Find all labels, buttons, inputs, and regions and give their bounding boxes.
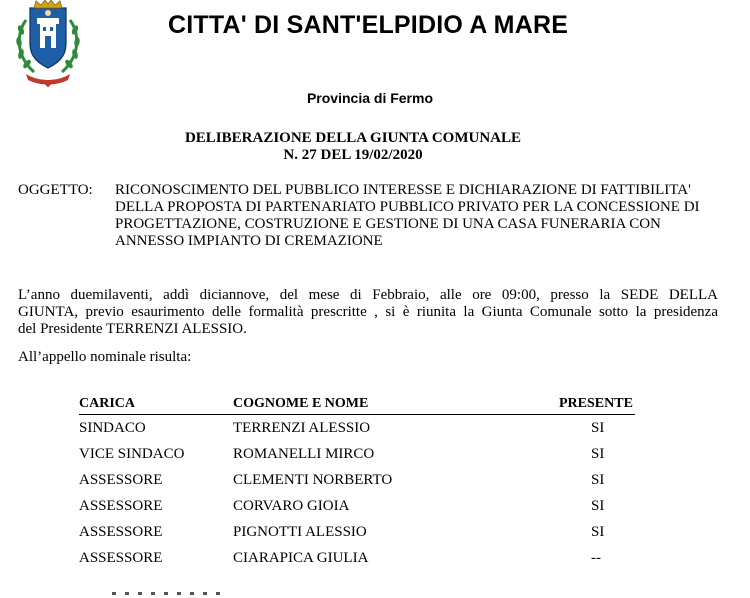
meeting-paragraph	[18, 287, 718, 338]
row-present: SI	[591, 524, 605, 540]
row-name: ROMANELLI MIRCO	[233, 446, 375, 462]
row-name: PIGNOTTI ALESSIO	[233, 524, 367, 540]
paragraph-line: L’anno duemilaventi, addì diciannove, del mese di Febbraio, alle ore 09:00, presso la SEDE DELLA	[18, 287, 718, 303]
row-role: ASSESSORE	[79, 524, 163, 540]
roll-call-text: All’appello nominale risulta:	[18, 349, 192, 365]
attendance-table	[79, 396, 635, 571]
paragraph-line: del Presidente TERRENZI ALESSIO.	[18, 321, 247, 337]
row-name: TERRENZI ALESSIO	[233, 420, 371, 436]
attendance-header-row	[79, 396, 635, 415]
row-present: SI	[591, 472, 605, 488]
town-title: CITTA' DI SANT'ELPIDIO A MARE	[168, 11, 569, 39]
table-row	[79, 441, 635, 467]
subject-text: RICONOSCIMENTO DEL PUBBLICO INTERESSE E DICHIARAZIONE DI FATTIBILITA' DELLA PROPOSTA DI PARTENARIATO PUBBLICO PRIVATO PER LA CONCESSIONE DI PROGETTAZIONE, COSTRUZIONE E GESTIONE DI UNA CASA FUNERARIA CON ANNESSO IMPIANTO DI CREMAZIONE	[115, 182, 700, 249]
row-present: SI	[591, 498, 605, 514]
header-present: PRESENTE	[559, 396, 633, 411]
table-row	[79, 493, 635, 519]
table-row	[79, 467, 635, 493]
row-role: VICE SINDACO	[79, 446, 185, 462]
subject-label: OGGETTO:	[18, 182, 93, 198]
header-name: COGNOME E NOME	[233, 396, 369, 411]
row-role: SINDACO	[79, 420, 146, 436]
row-role: ASSESSORE	[79, 472, 163, 488]
deliberation-title	[0, 130, 706, 164]
table-row	[79, 519, 635, 545]
row-role: ASSESSORE	[79, 550, 163, 566]
row-present: SI	[591, 420, 605, 436]
row-role: ASSESSORE	[79, 498, 163, 514]
table-row	[79, 545, 635, 571]
paragraph-line: GIUNTA, previo esaurimento delle formalità prescritte , si è riunita la Giunta Comunale sotto la presidenza	[18, 304, 718, 320]
deliberation-number: N. 27 DEL 19/02/2020	[283, 147, 423, 163]
cut-off-text-fragment	[112, 588, 242, 598]
row-name: CORVARO GIOIA	[233, 498, 350, 514]
row-present: --	[591, 550, 601, 566]
row-name: CIARAPICA GIULIA	[233, 550, 369, 566]
table-row	[79, 415, 635, 441]
header-role: CARICA	[79, 396, 135, 411]
coat-of-arms-icon	[12, 0, 84, 88]
province-name: Provincia di Fermo	[306, 90, 434, 106]
deliberation-title-line: DELIBERAZIONE DELLA GIUNTA COMUNALE	[184, 130, 522, 146]
row-present: SI	[591, 446, 605, 462]
row-name: CLEMENTI NORBERTO	[233, 472, 393, 488]
